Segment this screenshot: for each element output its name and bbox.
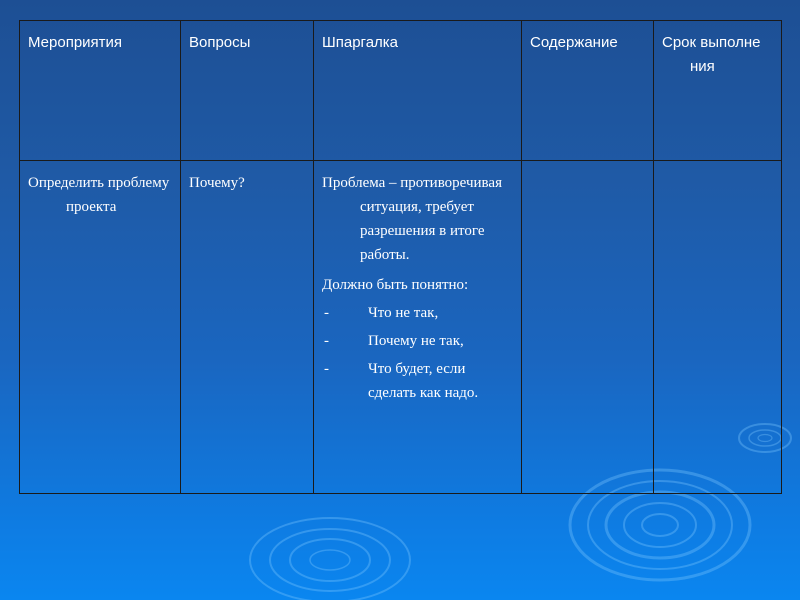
planning-table (19, 20, 782, 494)
header-deadline-text: Срок выполне ния (662, 34, 761, 75)
header-deadline (654, 21, 782, 161)
table-row (20, 161, 782, 494)
dash-bullet: - (324, 305, 329, 321)
cell-activity (20, 161, 181, 494)
must-be-clear-label: Должно быть понятно: (322, 277, 469, 293)
list-item-text: Что будет, если сделать как надо. (368, 361, 479, 401)
list-item (322, 329, 517, 353)
list-item (322, 357, 517, 405)
dash-bullet: - (324, 333, 329, 349)
cell-content (522, 161, 654, 494)
table-header-row (20, 21, 782, 161)
activity-text: Определить проблему проекта (28, 175, 170, 215)
cell-question: Почему? (181, 161, 314, 494)
header-content: Содержание (522, 21, 654, 161)
list-item-text: Что не так, (368, 305, 439, 321)
dash-bullet: - (324, 361, 329, 377)
list-item-text: Почему не так, (368, 333, 464, 349)
cell-cheatsheet (314, 161, 522, 494)
clarity-list (322, 301, 517, 405)
cell-deadline (654, 161, 782, 494)
header-cheatsheet: Шпаргалка (314, 21, 522, 161)
header-activities: Мероприятия (20, 21, 181, 161)
problem-definition: Проблема – противоречивая ситуация, требует разрешения в итоге работы. (322, 175, 502, 263)
list-item (322, 301, 517, 325)
header-questions: Вопросы (181, 21, 314, 161)
